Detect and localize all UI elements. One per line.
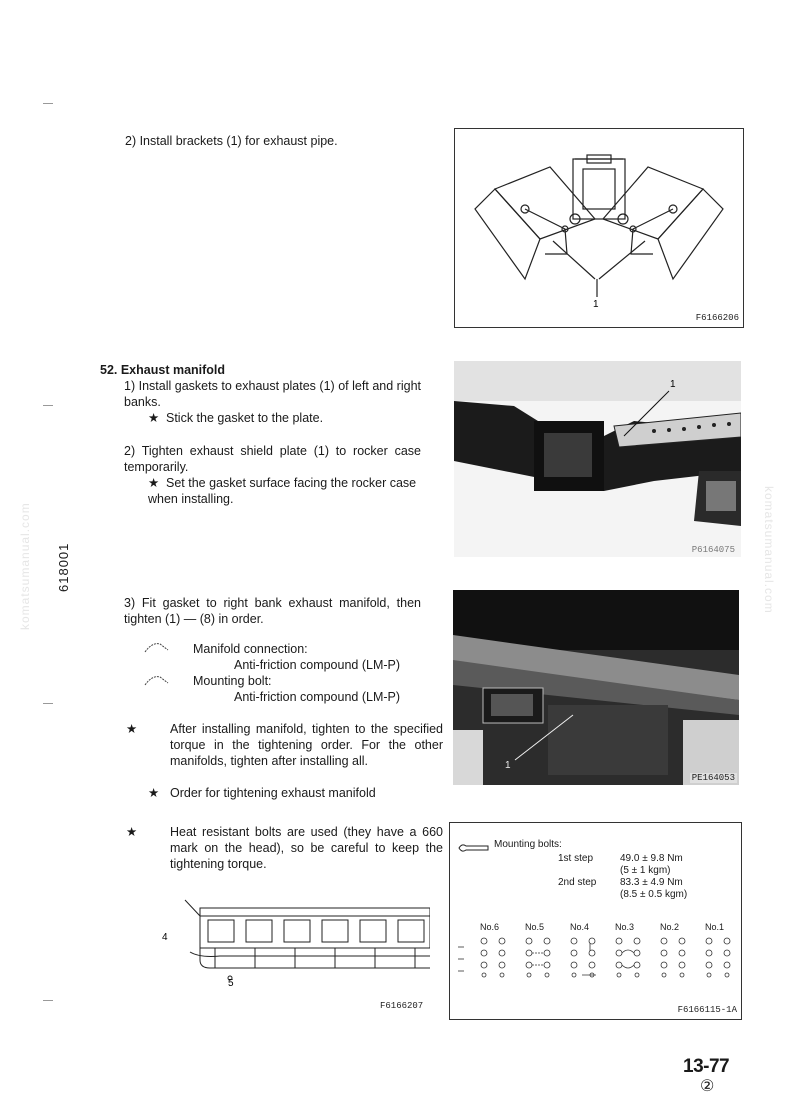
step2-label: 2nd step	[558, 877, 597, 888]
step1-value2: (5 ± 1 kgm)	[620, 865, 671, 876]
figure-brackets	[454, 128, 744, 328]
star-icon: ★	[148, 411, 160, 425]
fig1-code: F6166206	[695, 313, 739, 323]
manifold-no3: No.3	[615, 922, 635, 932]
figure-torque-order	[449, 822, 742, 1020]
manifold-no5: No.5	[525, 922, 545, 932]
margin-tick	[43, 405, 53, 406]
step1-value1: 49.0 ± 9.8 Nm	[620, 853, 683, 864]
figure-manifold-side	[160, 890, 430, 990]
fig2-label-4: 4	[162, 932, 168, 943]
page-revision: ②	[700, 1078, 715, 1095]
step2-value1: 83.3 ± 4.9 Nm	[620, 877, 683, 888]
section-title: 52. Exhaust manifold	[100, 363, 226, 377]
compound-icon	[144, 640, 170, 654]
page-number: 13-77	[683, 1056, 730, 1077]
fig2-code: F6166207	[380, 1001, 424, 1011]
wrench-icon	[458, 840, 490, 850]
manifold-no2: No.2	[660, 922, 680, 932]
note-after-install: ★ After installing manifold, tighten to the specified torque in the tightening order. For the other manifolds, tighten after installing all.	[126, 722, 443, 768]
note-heat-resistant: ★ Heat resistant bolts are used (they have a 660 mark on the head), so be careful to keep the tightening torque.	[126, 825, 443, 871]
photo-exhaust-plate	[454, 361, 741, 557]
step2-value2: (8.5 ± 0.5 kgm)	[620, 889, 688, 900]
torque-title: Mounting bolts:	[494, 839, 562, 850]
star-icon: ★	[148, 476, 160, 490]
fig2-label-5: 5	[228, 978, 234, 989]
watermark-right: komatsumanual.com	[762, 486, 776, 614]
side-document-code: 618001	[56, 542, 71, 592]
note-tighten-order: ★ Order for tightening exhaust manifold	[148, 786, 376, 800]
manifold-labels	[480, 922, 738, 936]
fig1-callout: 1	[593, 299, 599, 310]
margin-tick	[43, 103, 53, 104]
photo2-callout: 1	[505, 760, 511, 771]
photo1-code: P6164075	[691, 545, 735, 555]
photo-manifold	[453, 590, 739, 785]
note-gasket-surface: ★ Set the gasket surface facing the rocker case when installing.	[148, 476, 417, 506]
manifold-no1: No.1	[705, 922, 725, 932]
step-fit-gasket: 3) Fit gasket to right bank exhaust manifold, then tighten (1) — (8) in order.	[124, 596, 421, 626]
compound1-label: Manifold connection:	[193, 642, 308, 656]
star-icon: ★	[126, 825, 138, 839]
manifold-no4: No.4	[570, 922, 590, 932]
margin-tick	[43, 703, 53, 704]
note-stick-gasket: ★ Stick the gasket to the plate.	[148, 411, 324, 425]
compound-icon	[144, 673, 170, 687]
bolt-pattern-diagram	[456, 935, 736, 979]
photo2-code: PE164053	[691, 773, 735, 783]
torque-table	[558, 853, 693, 901]
step-install-brackets: 2) Install brackets (1) for exhaust pipe.	[125, 134, 338, 148]
star-icon: ★	[126, 722, 138, 736]
step-tighten-shield: 2) Tighten exhaust shield plate (1) to rocker case temporarily.	[124, 444, 421, 474]
compound2-label: Mounting bolt:	[193, 674, 272, 688]
photo1-callout: 1	[670, 379, 676, 390]
step1-label: 1st step	[558, 853, 594, 864]
bracket-diagram	[455, 129, 743, 327]
torque-fig-code: F6166115-1A	[677, 1005, 737, 1015]
star-icon: ★	[148, 786, 160, 800]
margin-tick	[43, 1000, 53, 1001]
manifold-no6: No.6	[480, 922, 500, 932]
compound2-value: Anti-friction compound (LM-P)	[234, 690, 401, 704]
compound1-value: Anti-friction compound (LM-P)	[234, 658, 401, 672]
step-install-gaskets: 1) Install gaskets to exhaust plates (1) of left and right banks.	[124, 379, 421, 409]
watermark-left: komatsumanual.com	[18, 502, 32, 630]
